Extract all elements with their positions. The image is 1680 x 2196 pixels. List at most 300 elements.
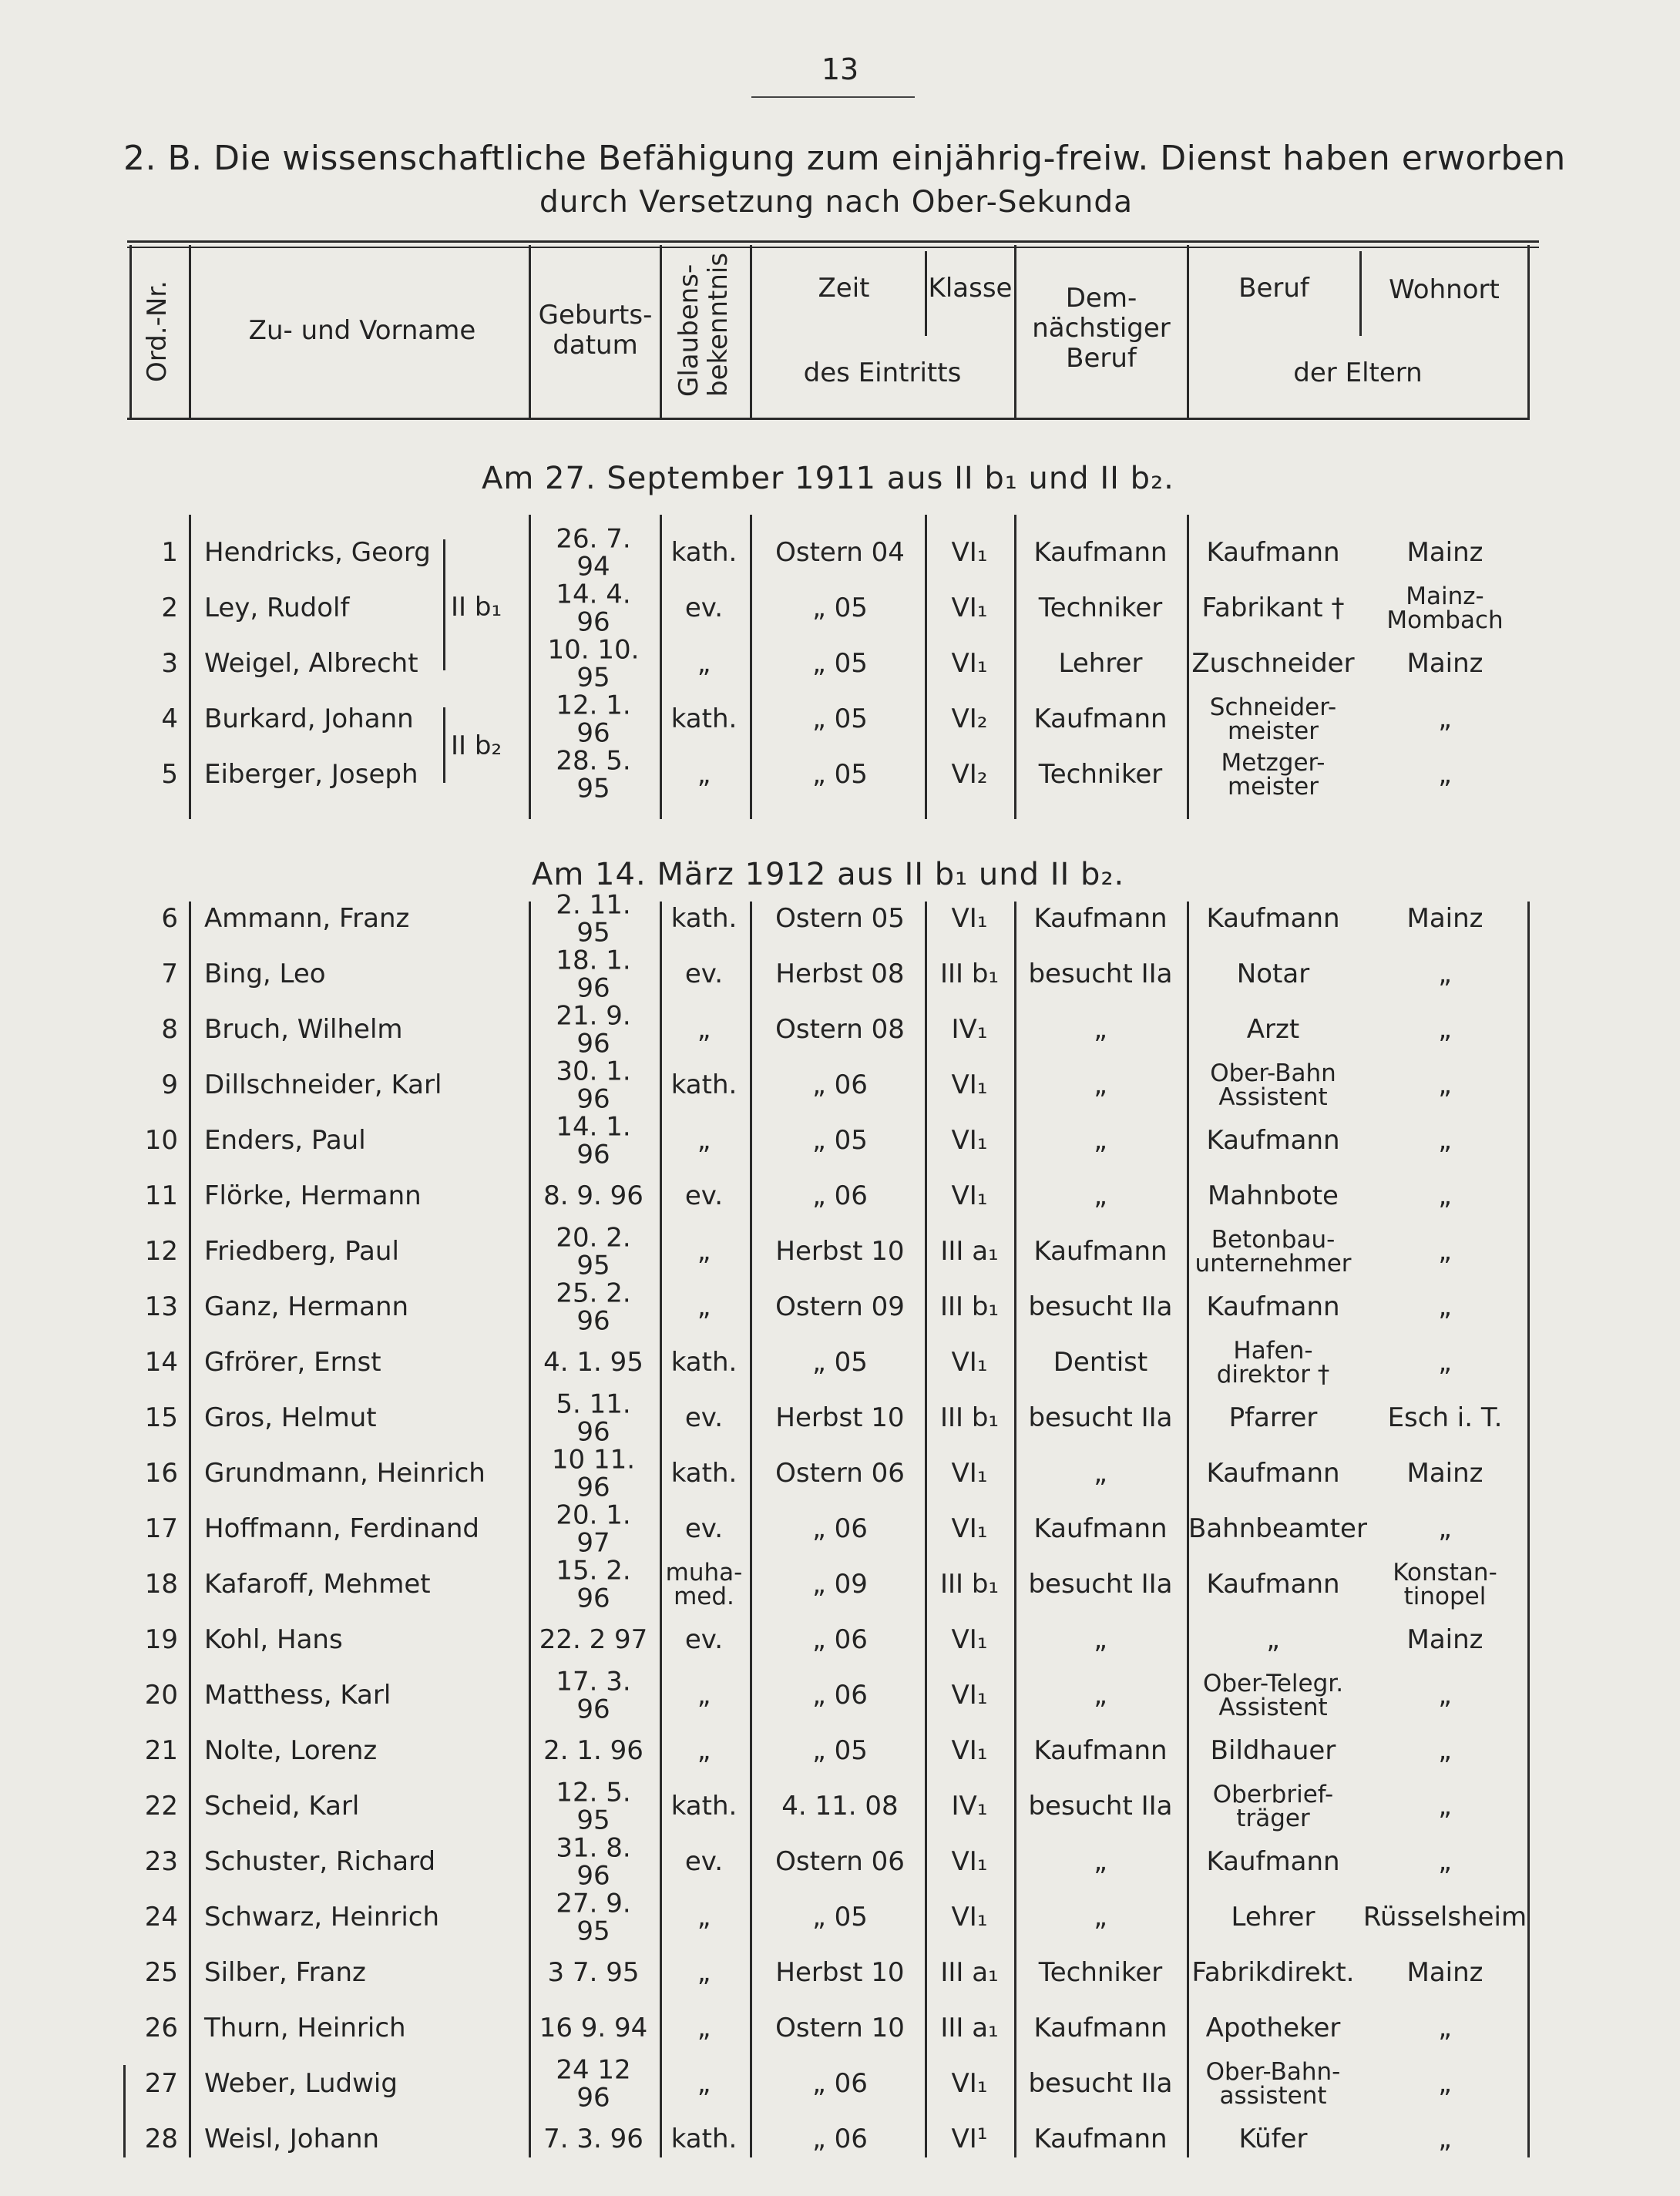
parent-profession: Schneider- meister xyxy=(1209,693,1337,745)
parent-profession: Lehrer xyxy=(1231,1902,1315,1933)
parent-profession: Küfer xyxy=(1238,2124,1308,2155)
student-name: Ley, Rudolf xyxy=(204,593,350,624)
table-row xyxy=(0,579,1680,637)
religion: kath. xyxy=(670,903,738,935)
parent-residence: Mainz xyxy=(1406,1624,1483,1656)
future-profession: „ xyxy=(1094,1680,1107,1711)
future-profession: „ xyxy=(1094,1458,1107,1489)
student-name: Weber, Ludwig xyxy=(204,2068,398,2100)
parent-profession: Ober-Bahn Assistent xyxy=(1210,1059,1336,1111)
entry-time: Ostern 06 xyxy=(775,1846,905,1878)
entry-class: VI₂ xyxy=(951,759,988,791)
birth-date: 2. 1. 96 xyxy=(543,1735,643,1767)
entry-time: „ 05 xyxy=(812,1347,868,1378)
header-ord-nr: Ord.-Nr. xyxy=(142,280,173,382)
student-name: Ganz, Hermann xyxy=(204,1291,409,1323)
religion: „ xyxy=(697,1236,711,1268)
birth-date: 18. 1. 96 xyxy=(556,945,631,1003)
header-klasse: Klasse xyxy=(928,273,1013,304)
religion: ev. xyxy=(684,1180,724,1212)
student-name: Burkard, Johann xyxy=(204,703,414,735)
header-geburt-1: Geburts- xyxy=(538,300,653,331)
entry-class: VI₁ xyxy=(951,1347,988,1378)
future-profession: besucht IIa xyxy=(1028,2068,1173,2100)
future-profession: Techniker xyxy=(1038,593,1163,624)
birth-date: 12. 5. 95 xyxy=(556,1777,631,1835)
page-subtitle: durch Versetzung nach Ober-Sekunda xyxy=(539,185,1133,220)
row-number: 25 xyxy=(144,1957,178,1989)
entry-class: VI₁ xyxy=(951,537,988,569)
parent-residence: „ xyxy=(1438,1236,1452,1268)
entry-class: VI₁ xyxy=(951,1902,988,1933)
entry-class: VI₁ xyxy=(951,2068,988,2100)
entry-time: Herbst 10 xyxy=(775,1402,905,1434)
future-profession: Kaufmann xyxy=(1033,1236,1168,1268)
student-name: Gfrörer, Ernst xyxy=(204,1347,381,1378)
parent-residence: „ xyxy=(1438,959,1452,990)
entry-time: Ostern 04 xyxy=(775,537,905,569)
entry-class: VI₁ xyxy=(951,593,988,624)
table-row xyxy=(0,1499,1680,1558)
entry-class: VI₁ xyxy=(951,1735,988,1767)
entry-time: Ostern 09 xyxy=(775,1291,905,1323)
entry-class: IV₁ xyxy=(951,1014,988,1046)
future-profession: Lehrer xyxy=(1058,648,1143,680)
future-profession: „ xyxy=(1094,1180,1107,1212)
birth-date: 17. 3. 96 xyxy=(556,1666,631,1724)
birth-date: 2. 11. 95 xyxy=(556,889,631,948)
birth-date: 15. 2. 96 xyxy=(556,1555,631,1613)
header-sep xyxy=(189,245,191,419)
future-profession: „ xyxy=(1094,1014,1107,1046)
future-profession: besucht IIa xyxy=(1028,1791,1173,1822)
row-number: 15 xyxy=(144,1402,178,1434)
entry-time: „ 05 xyxy=(812,1125,868,1157)
header-dem-2: nächstiger xyxy=(1032,313,1171,344)
row-number: 1 xyxy=(161,537,178,569)
table-row xyxy=(0,1666,1680,1724)
table-row xyxy=(0,1832,1680,1891)
row-number: 23 xyxy=(144,1846,178,1878)
birth-date: 31. 8. 96 xyxy=(556,1832,631,1891)
student-name: Flörke, Hermann xyxy=(204,1180,422,1212)
religion: „ xyxy=(697,1902,711,1933)
table-row xyxy=(0,1888,1680,1946)
future-profession: besucht IIa xyxy=(1028,959,1173,990)
parent-residence: Rüsselsheim xyxy=(1362,1902,1527,1933)
parent-profession: Kaufmann xyxy=(1206,903,1340,935)
parent-profession: Metzger- meister xyxy=(1221,749,1326,801)
section-title-1: Am 27. September 1911 aus II b₁ und II b₂. xyxy=(482,461,1174,496)
header-sep xyxy=(660,245,662,419)
row-number: 28 xyxy=(144,2124,178,2155)
parent-residence: „ xyxy=(1438,1291,1452,1323)
table-row xyxy=(0,1336,1680,1390)
student-name: Silber, Franz xyxy=(204,1957,366,1989)
birth-date: 14. 1. 96 xyxy=(556,1111,631,1170)
section-title-2: Am 14. März 1912 aus II b₁ und II b₂. xyxy=(532,857,1125,892)
religion: kath. xyxy=(670,1347,738,1378)
header-glauben-2: bekenntnis xyxy=(703,252,734,397)
table-row xyxy=(0,1000,1680,1059)
parent-residence: „ xyxy=(1438,1069,1452,1101)
table-row xyxy=(0,1111,1680,1170)
future-profession: „ xyxy=(1094,1902,1107,1933)
student-name: Enders, Paul xyxy=(204,1125,366,1157)
entry-time: Ostern 06 xyxy=(775,1458,905,1489)
birth-date: 20. 1. 97 xyxy=(556,1499,631,1558)
entry-time: „ 05 xyxy=(812,593,868,624)
religion: kath. xyxy=(670,1791,738,1822)
entry-time: 4. 11. 08 xyxy=(781,1791,899,1822)
row-number: 10 xyxy=(144,1125,178,1157)
entry-class: VI₁ xyxy=(951,1180,988,1212)
table-header-bottom-rule xyxy=(127,418,1530,420)
student-name: Dillschneider, Karl xyxy=(204,1069,442,1101)
table-top-rule xyxy=(127,240,1539,243)
future-profession: besucht IIa xyxy=(1028,1569,1173,1600)
table-row xyxy=(0,1613,1680,1667)
birth-date: 4. 1. 95 xyxy=(543,1347,643,1378)
religion: kath. xyxy=(670,703,738,735)
parent-profession: Kaufmann xyxy=(1206,1846,1340,1878)
entry-class: VI₁ xyxy=(951,1846,988,1878)
parent-profession: Zuschneider xyxy=(1191,648,1355,680)
row-number: 4 xyxy=(161,703,178,735)
table-row xyxy=(0,1170,1680,1224)
student-name: Thurn, Heinrich xyxy=(204,2013,406,2044)
student-name: Schuster, Richard xyxy=(204,1846,436,1878)
student-name: Ammann, Franz xyxy=(204,903,410,935)
page-number: 13 xyxy=(821,52,859,86)
entry-time: „ 06 xyxy=(812,2068,868,2100)
parent-residence: „ xyxy=(1438,1125,1452,1157)
birth-date: 12. 1. 96 xyxy=(556,690,631,748)
header-beruf: Beruf xyxy=(1238,273,1309,304)
future-profession: Kaufmann xyxy=(1033,2013,1168,2044)
religion: kath. xyxy=(670,2124,738,2155)
parent-residence: „ xyxy=(1438,1180,1452,1212)
parent-residence: „ xyxy=(1438,2124,1452,2155)
birth-date: 8. 9. 96 xyxy=(543,1180,643,1212)
parent-profession: Ober-Bahn- assistent xyxy=(1205,2058,1341,2110)
future-profession: Dentist xyxy=(1053,1347,1148,1378)
header-sep xyxy=(129,245,132,419)
parent-residence: Mainz xyxy=(1406,537,1483,569)
table-row xyxy=(0,1724,1680,1778)
entry-class: VI₂ xyxy=(951,703,988,735)
parent-profession: Ober-Telegr. Assistent xyxy=(1202,1670,1344,1721)
table-row xyxy=(0,1777,1680,1835)
birth-date: 26. 7. 94 xyxy=(556,523,631,582)
parent-residence: „ xyxy=(1438,2068,1452,2100)
header-der-eltern: der Eltern xyxy=(1293,358,1423,388)
entry-time: „ 06 xyxy=(812,1069,868,1101)
row-number: 9 xyxy=(161,1069,178,1101)
student-name: Eiberger, Joseph xyxy=(204,759,418,791)
row-number: 2 xyxy=(161,593,178,624)
header-dem-1: Dem- xyxy=(1065,283,1137,314)
table-row xyxy=(0,690,1680,748)
table-row xyxy=(0,2113,1680,2167)
row-number: 27 xyxy=(144,2068,178,2100)
religion: „ xyxy=(697,1735,711,1767)
page-title: 2. B. Die wissenschaftliche Befähigung zum einjährig-freiw. Dienst haben erworben xyxy=(123,139,1566,178)
student-name: Kafaroff, Mehmet xyxy=(204,1569,431,1600)
parent-residence: „ xyxy=(1438,1735,1452,1767)
future-profession: „ xyxy=(1094,1624,1107,1656)
entry-time: „ 05 xyxy=(812,1735,868,1767)
header-glauben-1: Glaubens- xyxy=(674,264,704,397)
parent-profession: Fabrikdirekt. xyxy=(1191,1957,1355,1989)
parent-residence: Mainz xyxy=(1406,1458,1483,1489)
future-profession: Techniker xyxy=(1038,759,1163,791)
parent-profession: Kaufmann xyxy=(1206,537,1340,569)
birth-date: 22. 2 97 xyxy=(539,1624,648,1656)
entry-class: VI₁ xyxy=(951,903,988,935)
entry-time: „ 06 xyxy=(812,1624,868,1656)
religion: kath. xyxy=(670,537,738,569)
religion: „ xyxy=(697,2068,711,2100)
future-profession: Kaufmann xyxy=(1033,2124,1168,2155)
parent-residence: „ xyxy=(1438,1513,1452,1545)
student-name: Nolte, Lorenz xyxy=(204,1735,378,1767)
student-name: Matthess, Karl xyxy=(204,1680,391,1711)
entry-time: Ostern 05 xyxy=(775,903,905,935)
future-profession: „ xyxy=(1094,1069,1107,1101)
student-name: Weigel, Albrecht xyxy=(204,648,418,680)
row-number: 5 xyxy=(161,759,178,791)
header-sep xyxy=(529,245,531,419)
table-top-rule-2 xyxy=(127,247,1539,248)
entry-time: „ 06 xyxy=(812,1180,868,1212)
table-row xyxy=(0,634,1680,693)
row-number: 22 xyxy=(144,1791,178,1822)
table-row xyxy=(0,889,1680,948)
birth-date: 20. 2. 95 xyxy=(556,1222,631,1281)
table-row xyxy=(0,2054,1680,2113)
parent-profession: Hafen- direktor † xyxy=(1216,1337,1330,1388)
table-row xyxy=(0,945,1680,1003)
student-name: Grundmann, Heinrich xyxy=(204,1458,486,1489)
row-number: 13 xyxy=(144,1291,178,1323)
page-number-rule xyxy=(751,96,915,98)
header-name: Zu- und Vorname xyxy=(248,315,476,346)
parent-residence: Konstan- tinopel xyxy=(1393,1559,1497,1610)
row-number: 14 xyxy=(144,1347,178,1378)
row-number: 12 xyxy=(144,1236,178,1268)
row-number: 24 xyxy=(144,1902,178,1933)
entry-class: III b₁ xyxy=(939,1569,1000,1600)
birth-date: 10. 10. 95 xyxy=(547,634,640,693)
religion: ev. xyxy=(684,959,724,990)
parent-residence: Mainz xyxy=(1406,648,1483,680)
entry-class: VI₁ xyxy=(951,648,988,680)
future-profession: Techniker xyxy=(1038,1957,1163,1989)
header-geburt xyxy=(532,301,659,361)
parent-residence: „ xyxy=(1438,2013,1452,2044)
religion: „ xyxy=(697,1680,711,1711)
religion: „ xyxy=(697,1957,711,1989)
parent-profession: „ xyxy=(1266,1624,1280,1656)
birth-date: 25. 2. 96 xyxy=(556,1278,631,1336)
parent-profession: Kaufmann xyxy=(1206,1125,1340,1157)
group-label-1: II b₁ xyxy=(451,592,502,623)
entry-class: III a₁ xyxy=(940,1957,999,1989)
header-sep xyxy=(750,245,752,419)
student-name: Scheid, Karl xyxy=(204,1791,360,1822)
religion: kath. xyxy=(670,1069,738,1101)
parent-profession: Mahnbote xyxy=(1208,1180,1339,1212)
future-profession: Kaufmann xyxy=(1033,1735,1168,1767)
table-row xyxy=(0,1388,1680,1447)
birth-date: 28. 5. 95 xyxy=(556,745,631,804)
birth-date: 10 11. 96 xyxy=(551,1444,636,1503)
entry-time: „ 05 xyxy=(812,1902,868,1933)
birth-date: 16 9. 94 xyxy=(539,2013,648,2044)
table-row xyxy=(0,2002,1680,2056)
religion: ev. xyxy=(684,1846,724,1878)
birth-date: 3 7. 95 xyxy=(547,1957,640,1989)
parent-residence: Mainz xyxy=(1406,1957,1483,1989)
parent-profession: Oberbrief- träger xyxy=(1212,1781,1334,1832)
future-profession: Kaufmann xyxy=(1033,903,1168,935)
student-name: Bruch, Wilhelm xyxy=(204,1014,403,1046)
row-number: 21 xyxy=(144,1735,178,1767)
header-sep xyxy=(1527,245,1530,419)
parent-profession: Betonbau- unternehmer xyxy=(1194,1226,1352,1278)
religion: „ xyxy=(697,1291,711,1323)
parent-residence: „ xyxy=(1438,1347,1452,1378)
header-zeit: Zeit xyxy=(818,273,870,304)
parent-residence: „ xyxy=(1438,703,1452,735)
entry-time: „ 05 xyxy=(812,648,868,680)
student-name: Hendricks, Georg xyxy=(204,537,431,569)
entry-time: Herbst 10 xyxy=(775,1957,905,1989)
row-number: 3 xyxy=(161,648,178,680)
birth-date: 30. 1. 96 xyxy=(556,1056,631,1114)
parent-residence: Mainz- Mombach xyxy=(1386,583,1504,634)
future-profession: Kaufmann xyxy=(1033,1513,1168,1545)
entry-class: VI₁ xyxy=(951,1624,988,1656)
religion: ev. xyxy=(684,1513,724,1545)
header-glauben xyxy=(674,252,736,397)
religion: kath. xyxy=(670,1458,738,1489)
student-name: Weisl, Johann xyxy=(204,2124,380,2155)
parent-profession: Kaufmann xyxy=(1206,1291,1340,1323)
entry-class: III b₁ xyxy=(939,959,1000,990)
parent-profession: Notar xyxy=(1236,959,1310,990)
religion: „ xyxy=(697,1125,711,1157)
entry-class: III a₁ xyxy=(940,2013,999,2044)
row-number: 6 xyxy=(161,903,178,935)
entry-class: III a₁ xyxy=(940,1236,999,1268)
entry-class: VI₁ xyxy=(951,1458,988,1489)
entry-time: Ostern 08 xyxy=(775,1014,905,1046)
header-demnaechstiger-beruf xyxy=(1016,284,1187,374)
birth-date: 7. 3. 96 xyxy=(543,2124,643,2155)
entry-time: „ 06 xyxy=(812,1513,868,1545)
birth-date: 5. 11. 96 xyxy=(556,1388,631,1447)
future-profession: „ xyxy=(1094,1846,1107,1878)
parent-profession: Fabrikant † xyxy=(1201,593,1345,624)
future-profession: besucht IIa xyxy=(1028,1402,1173,1434)
parent-residence: Mainz xyxy=(1406,903,1483,935)
religion: ev. xyxy=(684,593,724,624)
entry-class: VI₁ xyxy=(951,1069,988,1101)
entry-time: Herbst 10 xyxy=(775,1236,905,1268)
entry-time: „ 05 xyxy=(812,703,868,735)
religion: „ xyxy=(697,759,711,791)
parent-profession: Pfarrer xyxy=(1228,1402,1318,1434)
table-row xyxy=(0,1278,1680,1336)
entry-time: Ostern 10 xyxy=(775,2013,905,2044)
parent-residence: Esch i. T. xyxy=(1387,1402,1503,1434)
group-label-2: II b₂ xyxy=(451,730,502,761)
birth-date: 27. 9. 95 xyxy=(556,1888,631,1946)
row-number: 11 xyxy=(144,1180,178,1212)
parent-profession: Bildhauer xyxy=(1210,1735,1336,1767)
row-number: 20 xyxy=(144,1680,178,1711)
student-name: Kohl, Hans xyxy=(204,1624,343,1656)
student-name: Gros, Helmut xyxy=(204,1402,377,1434)
table-row xyxy=(0,1946,1680,2000)
student-name: Bing, Leo xyxy=(204,959,326,990)
parent-profession: Arzt xyxy=(1246,1014,1300,1046)
entry-class: VI¹ xyxy=(951,2124,988,2155)
religion: ev. xyxy=(684,1402,724,1434)
parent-residence: „ xyxy=(1438,1846,1452,1878)
entry-time: „ 05 xyxy=(812,759,868,791)
table-row xyxy=(0,1222,1680,1281)
table-row xyxy=(0,1555,1680,1613)
religion: ev. xyxy=(684,1624,724,1656)
parent-profession: Apotheker xyxy=(1205,2013,1341,2044)
entry-time: „ 06 xyxy=(812,1680,868,1711)
entry-class: VI₁ xyxy=(951,1680,988,1711)
parent-residence: „ xyxy=(1438,1791,1452,1822)
header-des-eintritts: des Eintritts xyxy=(803,358,962,388)
parent-profession: Bahnbeamter xyxy=(1188,1513,1367,1545)
religion: „ xyxy=(697,2013,711,2044)
religion: „ xyxy=(697,1014,711,1046)
parent-profession: Kaufmann xyxy=(1206,1569,1340,1600)
parent-profession: Kaufmann xyxy=(1206,1458,1340,1489)
header-sep xyxy=(1187,245,1189,419)
birth-date: 21. 9. 96 xyxy=(556,1000,631,1059)
table-row xyxy=(0,1444,1680,1503)
row-number: 7 xyxy=(161,959,178,990)
future-profession: „ xyxy=(1094,1125,1107,1157)
future-profession: besucht IIa xyxy=(1028,1291,1173,1323)
religion: muha- med. xyxy=(665,1559,743,1610)
row-number: 8 xyxy=(161,1014,178,1046)
entry-time: „ 09 xyxy=(812,1569,868,1600)
future-profession: Kaufmann xyxy=(1033,537,1168,569)
parent-residence: „ xyxy=(1438,1680,1452,1711)
header-geburt-2: datum xyxy=(553,330,638,361)
student-name: Hoffmann, Ferdinand xyxy=(204,1513,479,1545)
row-number: 19 xyxy=(144,1624,178,1656)
entry-class: III b₁ xyxy=(939,1291,1000,1323)
header-wohnort: Wohnort xyxy=(1389,274,1500,305)
table-row xyxy=(0,523,1680,582)
birth-date: 14. 4. 96 xyxy=(556,579,631,637)
entry-class: VI₁ xyxy=(951,1513,988,1545)
religion: „ xyxy=(697,648,711,680)
row-number: 26 xyxy=(144,2013,178,2044)
student-name: Schwarz, Heinrich xyxy=(204,1902,440,1933)
